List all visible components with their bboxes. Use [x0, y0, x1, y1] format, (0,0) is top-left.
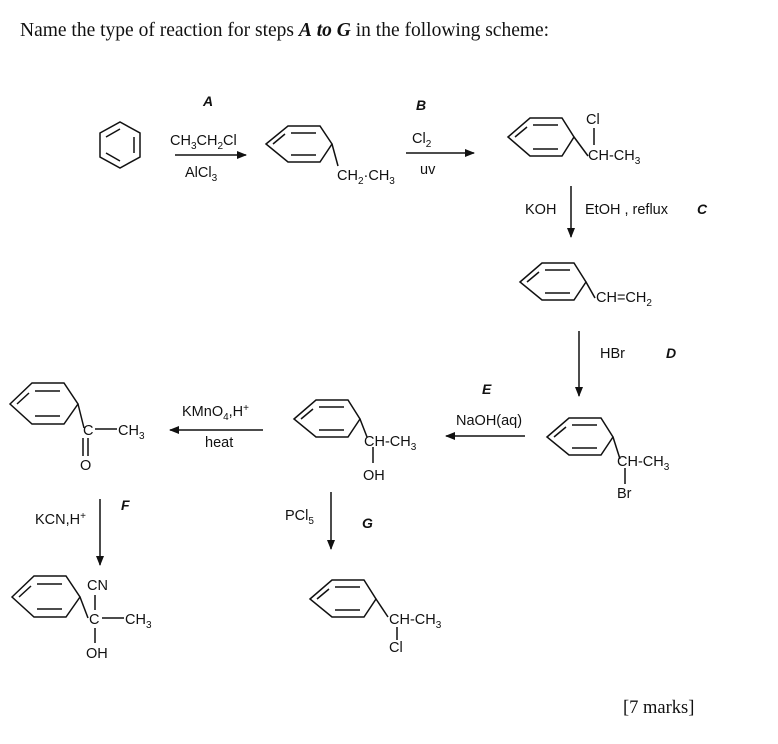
step-d-letter: D [666, 345, 677, 361]
question-range-start: A [298, 20, 312, 41]
step-c-letter: C [697, 201, 708, 217]
ethylbenzene-chain: $CH_2\cdot CH_3$ [337, 168, 395, 187]
acetophenone-ring [10, 383, 117, 456]
step-c-condition: EtOH , reflux [585, 202, 668, 218]
step-a-reagent: $CH_3CH_2Cl$ [170, 133, 237, 152]
phenylethanol-oh: OH [363, 468, 385, 484]
acetophenone-carbon: C [83, 423, 94, 439]
step-b-letter: B [416, 97, 427, 113]
chloroethylbenzene-2-chain: $CH-CH_3$ [389, 612, 442, 631]
step-f-reagent: KCN,H+ [35, 511, 86, 528]
step-a-catalyst: AlCl$_3$ [185, 165, 218, 184]
bromoethylbenzene-br: Br [617, 486, 632, 502]
step-e-letter: E [482, 381, 492, 397]
question-prefix: Name the type of reaction for steps [20, 20, 299, 41]
cyanohydrin-carbon: C [89, 612, 100, 628]
step-a-letter: A [203, 93, 214, 109]
chloroethylbenzene-2-cl: Cl [389, 640, 403, 656]
bromoethylbenzene-ring [547, 418, 625, 484]
step-b-reagent: $Cl_2$ [412, 131, 432, 150]
marks-label: [7 marks] [623, 698, 695, 718]
chloroethylbenzene-2-ring [310, 580, 397, 640]
step-c-reagent: KOH [525, 202, 557, 218]
cyanohydrin-cn: CN [87, 578, 108, 594]
acetophenone-oxygen: O [80, 458, 92, 474]
chloroethylbenzene-cl: Cl [586, 112, 600, 128]
cyanohydrin-methyl: $CH_3$ [125, 612, 152, 631]
step-f-letter: F [121, 497, 130, 513]
styrene-chain: $CH=CH_2$ [596, 290, 652, 309]
step-g-reagent: PCl$_5$ [285, 508, 314, 527]
question-range-end: G [336, 20, 351, 41]
chloroethylbenzene-ring [508, 118, 594, 156]
question-range-to: to [316, 20, 332, 41]
step-b-condition: uv [420, 162, 436, 178]
benzene-ring [100, 122, 140, 168]
phenylethanol-chain: $CH-CH_3$ [364, 434, 417, 453]
step-d-reagent: HBr [600, 346, 625, 362]
step-e-reagent: NaOH(aq) [456, 413, 523, 429]
ethylbenzene-ring [266, 126, 338, 166]
question-suffix: in the following scheme: [350, 20, 550, 41]
kmno4-condition: heat [205, 435, 234, 451]
bromoethylbenzene-chain: $CH-CH_3$ [617, 454, 670, 473]
acetophenone-methyl: $CH_3$ [118, 423, 145, 442]
step-g-letter: G [362, 515, 373, 531]
cyanohydrin-oh: OH [86, 646, 108, 662]
phenylethanol-ring [294, 400, 373, 463]
styrene-ring [520, 263, 595, 300]
kmno4-reagent: KMnO$_4$,H+ [182, 403, 249, 423]
chloroethylbenzene-chain: $CH-CH_3$ [588, 148, 641, 167]
